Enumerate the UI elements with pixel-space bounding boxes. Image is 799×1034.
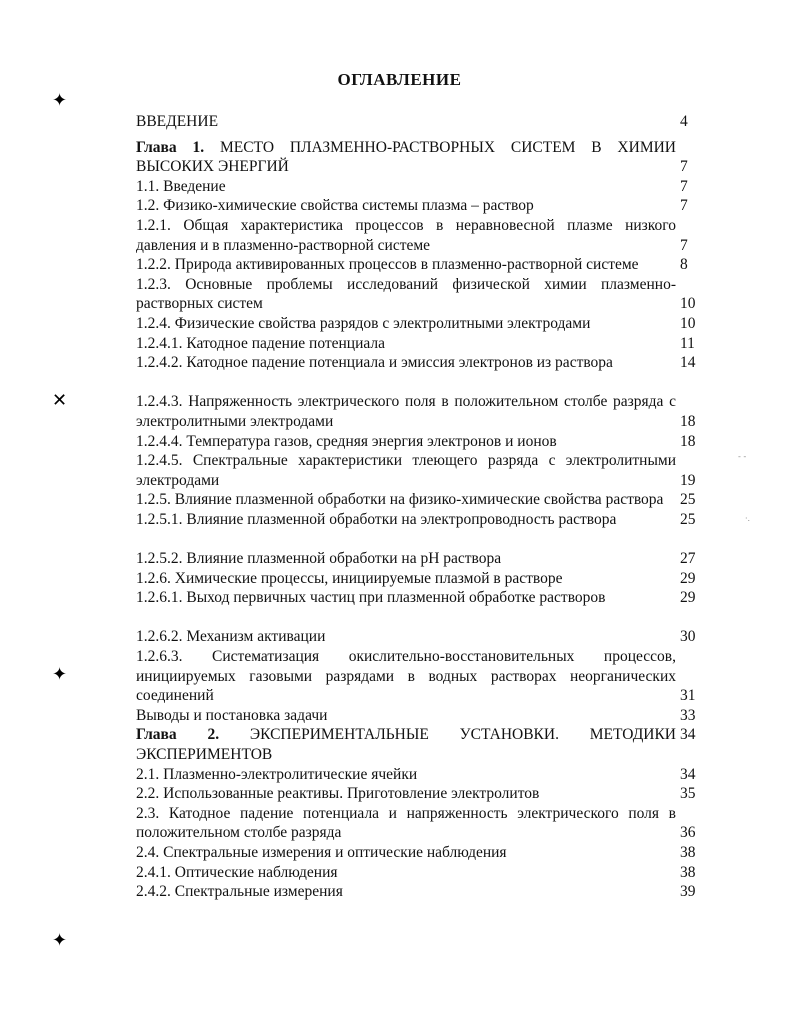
- page-title: ОГЛАВЛЕНИЕ: [337, 70, 462, 89]
- toc-entry[interactable]: [136, 451, 710, 490]
- toc-entry-text: 2.3. Катодное падение потенциала и напряженность электрического поля в положительном столбе разряда: [136, 804, 676, 842]
- toc-entry-page: 27: [680, 550, 696, 568]
- toc-entry[interactable]: [136, 334, 710, 354]
- toc-entry-page: 39: [680, 883, 696, 901]
- toc-entry[interactable]: [136, 490, 710, 510]
- toc-entry-page: 10: [680, 314, 696, 332]
- toc-entry[interactable]: [136, 353, 710, 373]
- toc-entry[interactable]: [136, 882, 710, 902]
- toc-entry[interactable]: [136, 196, 710, 216]
- toc-entry[interactable]: [136, 275, 710, 314]
- toc-entry-text: 2.4.1. Оптические наблюдения: [136, 863, 338, 881]
- toc-entry-text: 2.1. Плазменно-электролитические ячейки: [136, 765, 418, 783]
- scan-mark: ✦: [52, 90, 68, 111]
- toc-entry-page: 38: [680, 843, 696, 861]
- toc-entry-text: 1.2.5.2. Влияние плазменной обработки на рН раствора: [136, 550, 502, 568]
- toc-entry[interactable]: [136, 863, 710, 883]
- table-of-contents: [136, 112, 710, 902]
- toc-entry-page: 19: [680, 471, 696, 489]
- toc-entry-text: 1.2.4.1. Катодное падение потенциала: [136, 334, 386, 352]
- toc-entry-text: 1.2. Физико-химические свойства системы плазма – раствор: [136, 197, 534, 215]
- toc-entry-page: 31: [680, 687, 696, 705]
- chapter-label: Глава 2.: [136, 726, 220, 744]
- toc-entry-text: 2.4. Спектральные измерения и оптические наблюдения: [136, 843, 507, 861]
- toc-entry[interactable]: [136, 706, 710, 726]
- toc-entry-text: 1.2.6.1. Выход первичных частиц при плазменной обработке растворов: [136, 589, 606, 607]
- toc-entry-text: 1.2.4.3. Напряженность электрического поля в положительном столбе разряда с электролитными электродами: [136, 393, 676, 430]
- toc-entry[interactable]: [136, 725, 710, 764]
- toc-entry-text: 1.2.2. Природа активированных процессов в плазменно-растворной системе: [136, 256, 639, 274]
- scan-mark: ✕: [52, 390, 68, 411]
- toc-entry-page: 7: [680, 177, 688, 195]
- toc-entry-page: 11: [680, 334, 695, 352]
- toc-entry-page: 7: [680, 158, 688, 176]
- toc-entry-text: 1.2.5. Влияние плазменной обработки на физико-химические свойства раствора: [136, 491, 664, 509]
- toc-entry[interactable]: [136, 216, 710, 255]
- scan-speck: - -: [738, 452, 747, 461]
- toc-entry-page: 18: [680, 412, 696, 430]
- toc-entry-text: Глава 2. ЭКСПЕРИМЕНТАЛЬНЫЕ УСТАНОВКИ. МЕТОДИКИ ЭКСПЕРИМЕНТОВ: [136, 726, 676, 763]
- toc-entry-text: 2.2. Использованные реактивы. Приготовление электролитов: [136, 785, 540, 803]
- scan-mark: ✦: [52, 930, 68, 951]
- toc-entry-page: 25: [680, 491, 696, 509]
- toc-entry[interactable]: [136, 647, 710, 706]
- toc-entry[interactable]: [136, 627, 710, 647]
- toc-entry[interactable]: [136, 112, 710, 132]
- toc-entry[interactable]: [136, 314, 710, 334]
- toc-entry-text: 2.4.2. Спектральные измерения: [136, 883, 343, 901]
- toc-entry[interactable]: [136, 255, 710, 275]
- scan-mark: ✦: [52, 664, 68, 685]
- toc-entry[interactable]: [136, 510, 710, 530]
- toc-entry-text: 1.2.4.5. Спектральные характеристики тлеющего разряда с электролитными электродами: [136, 452, 676, 489]
- toc-entry-text: 1.2.4.4. Температура газов, средняя энергия электронов и ионов: [136, 432, 557, 450]
- scan-speck: ·.: [745, 514, 751, 523]
- toc-entry[interactable]: [136, 804, 710, 843]
- toc-entry[interactable]: [136, 784, 710, 804]
- toc-entry-text: Глава 1. МЕСТО ПЛАЗМЕННО-РАСТВОРНЫХ СИСТЕМ В ХИМИИ ВЫСОКИХ ЭНЕРГИЙ: [136, 138, 676, 176]
- toc-entry-page: 35: [680, 785, 696, 803]
- toc-entry-page: 10: [680, 295, 696, 313]
- chapter-label: Глава 1.: [136, 138, 205, 156]
- toc-entry-text: 1.2.6. Химические процессы, инициируемые плазмой в растворе: [136, 569, 563, 587]
- toc-entry[interactable]: [136, 569, 710, 589]
- toc-entry-page: 14: [680, 354, 696, 372]
- toc-entry-text: 1.2.4. Физические свойства разрядов с электролитными электродами: [136, 314, 591, 332]
- toc-entry[interactable]: [136, 765, 710, 785]
- toc-entry[interactable]: [136, 843, 710, 863]
- toc-entry[interactable]: [136, 549, 710, 569]
- toc-entry-page: 8: [680, 256, 688, 274]
- toc-entry-text: 1.2.4.2. Катодное падение потенциала и эмиссия электронов из раствора: [136, 354, 613, 372]
- toc-entry[interactable]: [136, 432, 710, 452]
- toc-entry-page: 18: [680, 432, 696, 450]
- toc-entry-page: 7: [680, 236, 688, 254]
- toc-entry-text: 1.2.3. Основные проблемы исследований физической химии плазменно-растворных систем: [136, 275, 676, 313]
- toc-entry-page: 25: [680, 510, 696, 528]
- toc-entry-text: 1.2.6.2. Механизм активации: [136, 628, 326, 646]
- toc-entry-text: Выводы и постановка задачи: [136, 706, 328, 724]
- toc-entry-text: 1.2.1. Общая характеристика процессов в неравновесной плазме низкого давления и в плазменно-растворной системе: [136, 216, 676, 254]
- toc-entry[interactable]: [136, 177, 710, 197]
- toc-entry-page: 4: [680, 113, 688, 130]
- toc-entry-page: 34: [680, 765, 696, 783]
- toc-entry-page: 30: [680, 628, 696, 646]
- toc-entry-text: 1.2.6.3. Систематизация окислительно-восстановительных процессов, инициируемых газовыми разрядами в водных растворах неорганических соединений: [136, 648, 676, 705]
- toc-entry-page: 7: [680, 197, 688, 215]
- toc-entry-page: 36: [680, 824, 696, 842]
- toc-entry-text: 1.2.5.1. Влияние плазменной обработки на электропроводность раствора: [136, 510, 617, 528]
- toc-entry-page: 34: [680, 726, 696, 744]
- toc-entry-page: 38: [680, 863, 696, 881]
- toc-entry-page: 29: [680, 569, 696, 587]
- toc-entry-page: 33: [680, 706, 696, 724]
- toc-entry-page: 29: [680, 589, 696, 607]
- toc-entry[interactable]: [136, 138, 710, 177]
- toc-entry[interactable]: [136, 392, 710, 431]
- toc-entry[interactable]: [136, 588, 710, 608]
- toc-entry-text: ВВЕДЕНИЕ: [136, 113, 219, 130]
- toc-entry-text: 1.1. Введение: [136, 177, 226, 195]
